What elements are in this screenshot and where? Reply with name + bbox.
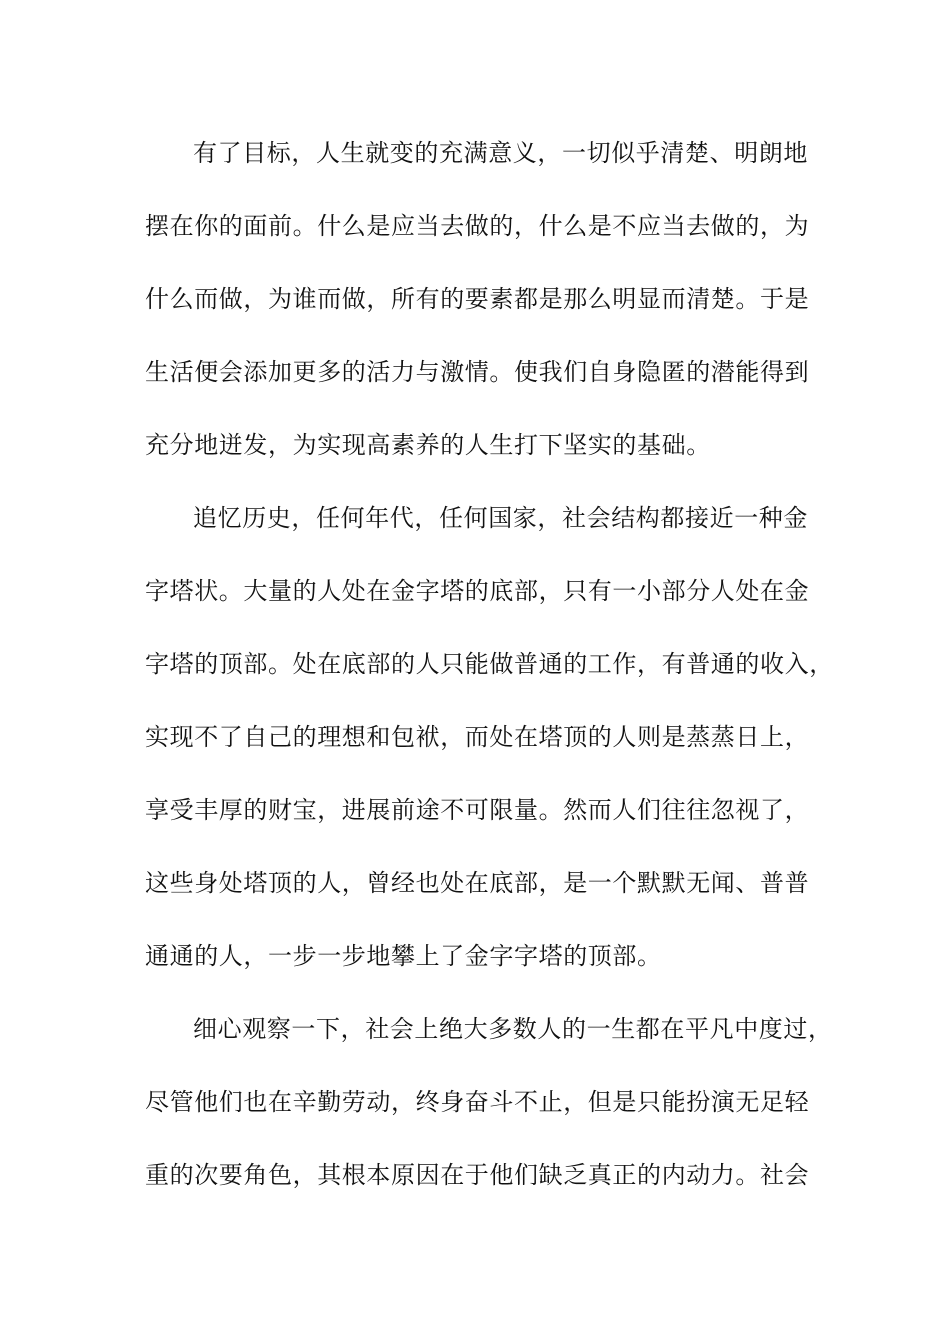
paragraph-1-line-3: 什么而做，为谁而做，所有的要素都是那么明显而清楚。于是 <box>145 285 810 313</box>
paragraph-2-line-3: 字塔的顶部。处在底部的人只能做普通的工作，有普通的收入， <box>145 650 834 678</box>
paragraph-2-line-1: 追忆历史，任何年代，任何国家，社会结构都接近一种金 <box>193 504 808 532</box>
paragraph-2-line-6: 这些身处塔顶的人，曾经也处在底部，是一个默默无闻、普普 <box>145 869 810 897</box>
paragraph-2-line-2: 字塔状。大量的人处在金字塔的底部，只有一小部分人处在金 <box>145 577 810 605</box>
body-text <box>145 128 834 1223</box>
paragraph-1-line-4: 生活便会添加更多的活力与激情。使我们自身隐匿的潜能得到 <box>145 358 810 386</box>
paragraph-3-line-2: 尽管他们也在辛勤劳动，终身奋斗不止，但是只能扮演无足轻 <box>145 1088 810 1116</box>
paragraph-2-line-5: 享受丰厚的财宝，进展前途不可限量。然而人们往往忽视了， <box>145 796 810 824</box>
paragraph-2-line-4: 实现不了自己的理想和包袱，而处在塔顶的人则是蒸蒸日上， <box>145 723 810 751</box>
paragraph-1-line-5: 充分地迸发，为实现高素养的人生打下坚实的基础。 <box>145 431 711 459</box>
paragraph-1-line-2: 摆在你的面前。什么是应当去做的，什么是不应当去做的，为 <box>145 212 810 240</box>
paragraph-3-line-3: 重的次要角色，其根本原因在于他们缺乏真正的内动力。社会 <box>145 1161 810 1189</box>
paragraph-2-line-7: 通通的人，一步一步地攀上了金字字塔的顶部。 <box>145 942 662 970</box>
paragraph-1-line-1: 有了目标，人生就变的充满意义，一切似乎清楚、明朗地 <box>193 139 808 167</box>
paragraph-3-line-1: 细心观察一下，社会上绝大多数人的一生都在平凡中度过， <box>193 1015 833 1043</box>
